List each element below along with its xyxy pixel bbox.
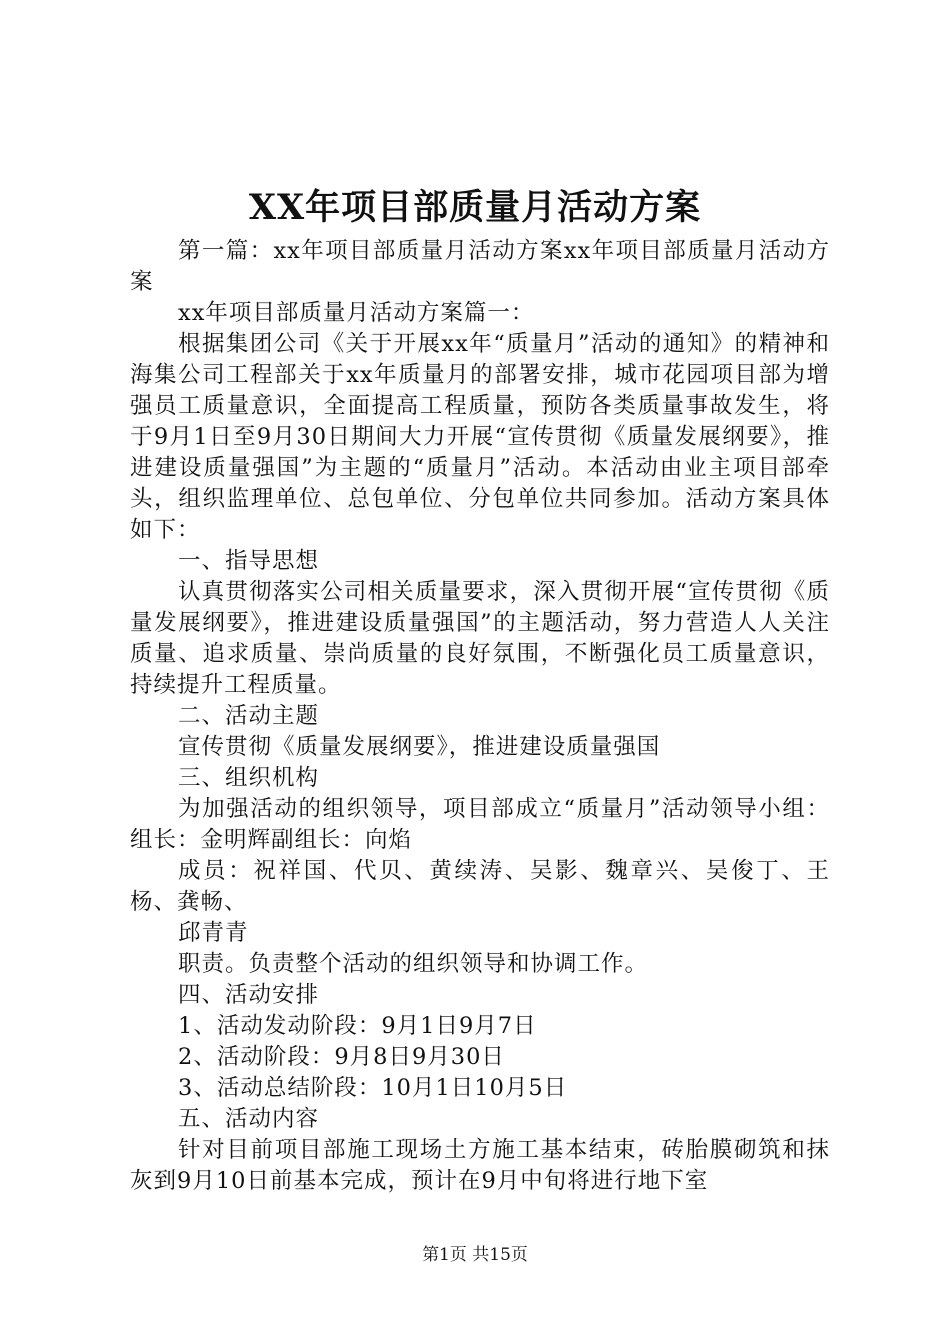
section-heading-guiding-thought: 一、指导思想	[178, 548, 320, 574]
paragraph-background: 根据集团公司《关于开展xx年“质量月”活动的通知》的精神和海集公司工程部关于xx年质量月的部署安排，城市花园项目部为增强员工质量意识，全面提高工程质量，预防各类质量事故发生，将于9月1日至9月30日期间大力开展“宣传贯彻《质量发展纲要》，推进建设质量强国”为主题的“质量月”活动。本活动由业主项目部牵头，组织监理单位、总包单位、分包单位共同参加。活动方案具体如下：	[130, 331, 830, 543]
section-heading-organization: 三、组织机构	[178, 765, 320, 791]
schedule-item-3: 3、活动总结阶段：10月1日10月5日	[178, 1075, 568, 1101]
document-title: XX年项目部质量月活动方案	[248, 187, 702, 228]
section-heading-theme: 二、活动主题	[178, 703, 320, 729]
paragraph-guiding-thought: 认真贯彻落实公司相关质量要求，深入贯彻开展“宣传贯彻《质量发展纲要》，推进建设质量强国”的主题活动，努力营造人人关注质量、追求质量、崇尚质量的良好氛围，不断强化员工质量意识，持续提升工程质量。	[130, 579, 830, 698]
section-heading-content: 五、活动内容	[178, 1106, 320, 1132]
paragraph-member-extra: 邱青青	[178, 920, 249, 946]
paragraph-intro: 第一篇：xx年项目部质量月活动方案xx年项目部质量月活动方案	[130, 238, 830, 295]
schedule-item-2: 2、活动阶段：9月8日9月30日	[178, 1044, 505, 1070]
paragraph-members: 成员：祝祥国、代贝、黄续涛、吴影、魏章兴、吴俊丁、王杨、龚畅、	[130, 858, 830, 915]
paragraph-theme: 宣传贯彻《质量发展纲要》，推进建设质量强国	[178, 734, 661, 760]
schedule-item-1: 1、活动发动阶段：9月1日9月7日	[178, 1013, 537, 1039]
paragraph-duties: 职责。负责整个活动的组织领导和协调工作。	[178, 951, 649, 977]
paragraph-leadership: 为加强活动的组织领导，项目部成立“质量月”活动领导小组：组长：金明辉副组长：向焰	[130, 796, 830, 853]
page-footer: 第1页 共15页	[422, 1245, 528, 1265]
document-body	[130, 236, 830, 1197]
paragraph-content: 针对目前项目部施工现场土方施工基本结束，砖胎膜砌筑和抹灰到9月10日前基本完成，预计在9月中旬将进行地下室	[130, 1137, 830, 1194]
section-heading-schedule: 四、活动安排	[178, 982, 320, 1008]
paragraph-subtitle: xx年项目部质量月活动方案篇一：	[178, 300, 535, 326]
